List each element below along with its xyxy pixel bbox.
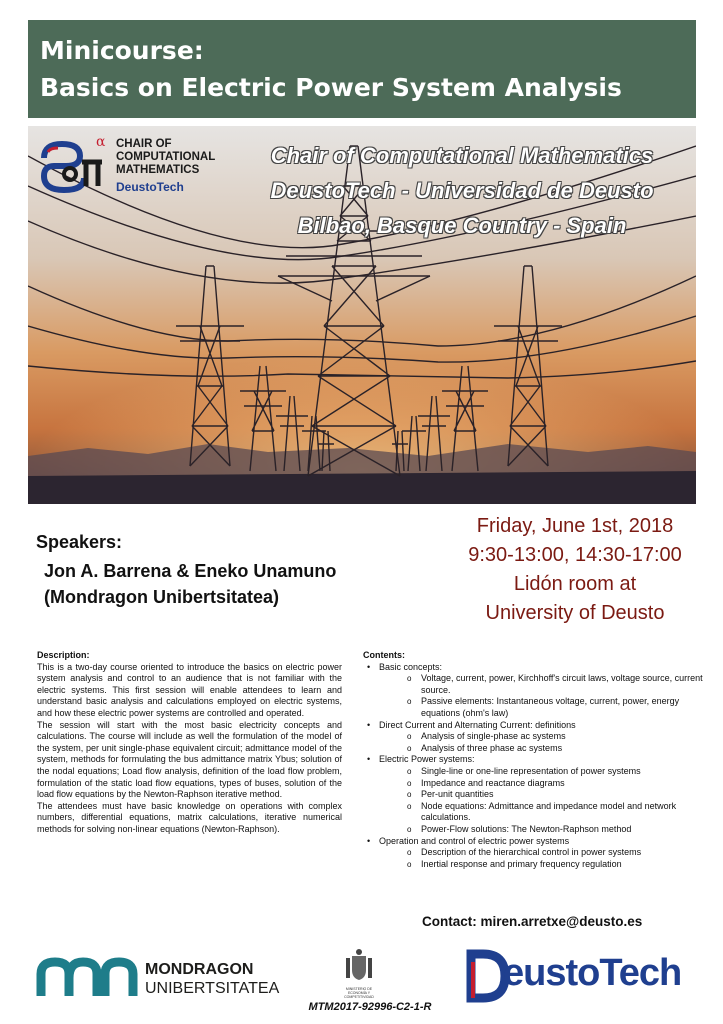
chair-logo-line-1: CHAIR OF: [116, 138, 172, 150]
speakers-title: Speakers:: [36, 532, 123, 552]
org-line-2: DeustoTech - Universidad de Deusto: [270, 178, 654, 203]
contents-subtopic: o Analysis of single-phase ac systems: [363, 731, 703, 743]
description-section: [37, 650, 342, 836]
contents-topic: • Electric Power systems:: [363, 754, 703, 766]
contents-subtopic: o Power-Flow solutions: The Newton-Raphson method: [363, 824, 703, 836]
speakers-names: [36, 558, 436, 610]
description-paragraph-3: The attendees must have basic knowledge on operations with complex numbers, differential equations, matrix calculations, iterative numerical methods for solving non-linear equations (Newton-Raphson).: [37, 800, 342, 834]
chair-logo: [36, 136, 236, 198]
contents-topic: • Direct Current and Alternating Current: definitions: [363, 720, 703, 732]
mondragon-logo: [35, 952, 280, 1002]
contents-topic: • Operation and control of electric power systems: [363, 836, 703, 848]
description-paragraph-2: The session will start with the most basic electricity concepts and calculations. The course will include as well the formulation of the model of the system, per unit single-phase equivalent circuit; admittance model of the system, methods for formulating the bus admittance matrix Ybus; solution of the nodal equations; Load flow analysis, definition of the load flow problem, formulation of the static load flow equations, types of buses, solution of the load flow equations by the Newton-Raphson iterative method.: [37, 719, 342, 800]
coat-of-arms-icon: [344, 948, 374, 982]
contents-subtopic: o Inertial response and primary frequency regulation: [363, 859, 703, 871]
contents-subtopic: o Description of the hierarchical control in power systems: [363, 847, 703, 859]
speaker-affiliation: (Mondragon Unibertsitatea): [44, 587, 280, 607]
contents-subtopic: o Analysis of three phase ac systems: [363, 743, 703, 755]
contact-email: Contact: miren.arretxe@deusto.es: [422, 914, 643, 929]
chair-logo-line-3: MATHEMATICS: [116, 164, 200, 176]
title-line-1: Minicourse:: [40, 36, 204, 65]
contents-subtopic: o Per-unit quantities: [363, 789, 703, 801]
ministerio-logo: [336, 948, 382, 998]
event-info: [430, 512, 720, 628]
grant-code: MTM2017-92996-C2-1-R: [308, 1001, 432, 1013]
mondragon-name: MONDRAGON: [145, 961, 254, 978]
org-line-3: Bilbao, Basque Country - Spain: [297, 213, 627, 238]
contents-topic: • Basic concepts:: [363, 662, 703, 674]
contents-list: [363, 662, 703, 871]
hero-organization: [228, 138, 696, 243]
mondragon-sub: UNIBERTSITATEA: [145, 980, 280, 997]
event-room: Lidón room at: [513, 573, 637, 595]
speaker-names: Jon A. Barrena & Eneko Unamuno: [44, 561, 337, 581]
contents-subtopic: o Impedance and reactance diagrams: [363, 778, 703, 790]
deustotech-logo: [465, 946, 685, 1006]
contents-subtopic: o Voltage, current, power, Kirchhoff's circuit laws, voltage source, current source.: [363, 673, 703, 696]
title-line-2: Basics on Electric Power System Analysis: [40, 73, 622, 102]
event-venue: University of Deusto: [485, 602, 665, 624]
org-line-1: Chair of Computational Mathematics: [270, 143, 654, 168]
alpha-symbol: α: [96, 134, 106, 150]
title-banner: [28, 20, 696, 118]
speakers-section: [36, 530, 436, 610]
mondragon-emblem-icon: [35, 956, 139, 1000]
chair-logo-line-2: COMPUTATIONAL: [116, 151, 216, 163]
description-paragraph-1: This is a two-day course oriented to introduce the basics on electric power system analysis and control to an audience that is not familiar with the electric systems. This first session will enable attendees to learn and understand basic analysis and calculations employed on electric systems, and how these electric power systems are controlled and operated.: [37, 661, 342, 718]
event-time: 9:30-13:00, 14:30-17:00: [468, 544, 682, 566]
contents-subtopic: o Passive elements: Instantaneous voltage, current, power, energy equations (ohm's law): [363, 696, 703, 719]
hero-image: [28, 126, 696, 504]
ministerio-text: MINISTERIO DE ECONOMÍA Y COMPETITIVIDAD: [344, 987, 374, 999]
deustotech-name: eustoTech: [503, 952, 682, 994]
chair-logo-deustotech: DeustoTech: [116, 180, 184, 194]
contents-title: Contents:: [363, 650, 405, 660]
event-date: Friday, June 1st, 2018: [476, 515, 674, 537]
description-title: Description:: [37, 650, 90, 660]
contents-subtopic: o Node equations: Admittance and impedance model and network calculations.: [363, 801, 703, 824]
contents-subtopic: o Single-line or one-line representation of power systems: [363, 766, 703, 778]
chair-logo-text: [116, 138, 215, 177]
contents-section: [363, 650, 703, 870]
